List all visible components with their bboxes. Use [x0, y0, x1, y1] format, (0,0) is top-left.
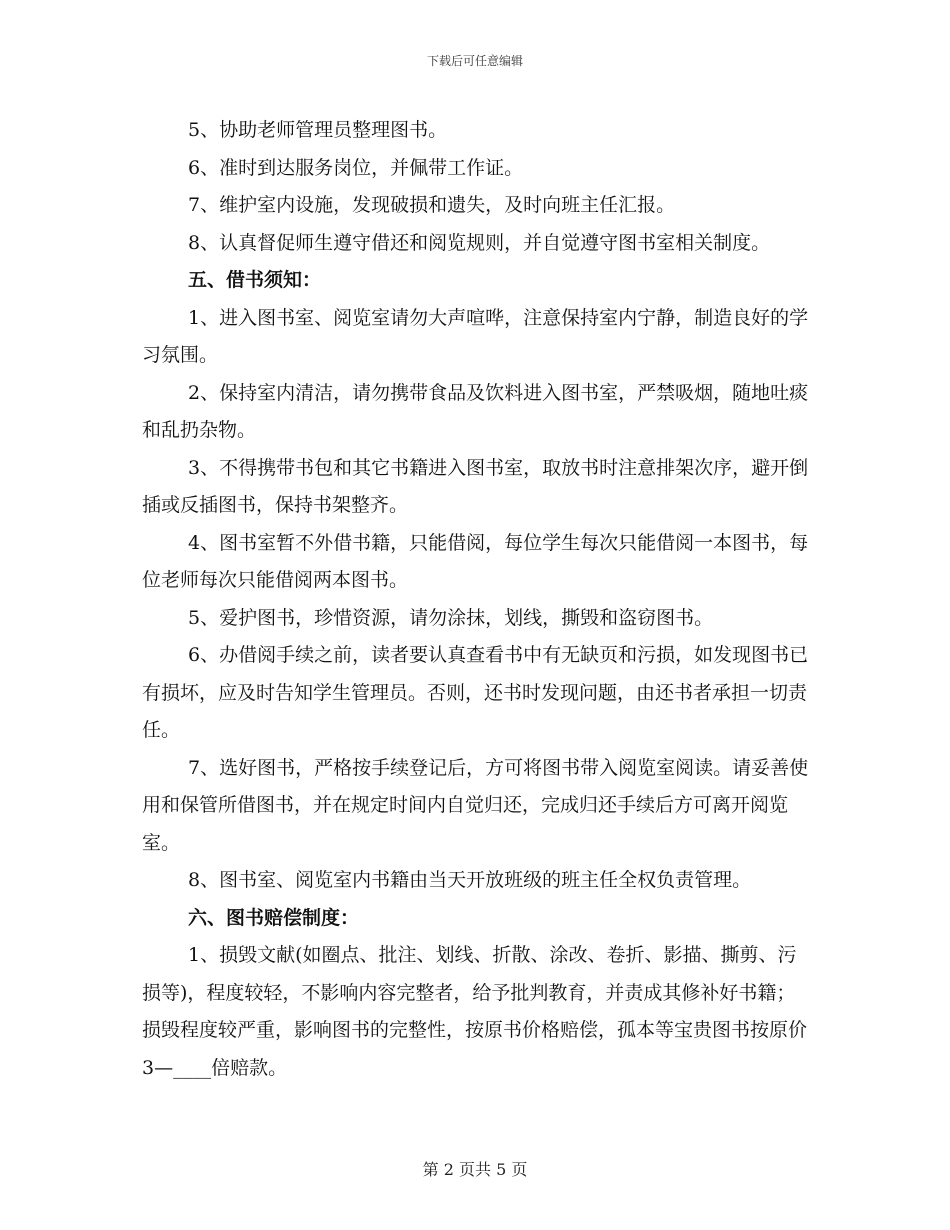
duty-item-7: 7、维护室内设施，发现破损和遗失，及时向班主任汇报。: [188, 194, 676, 216]
borrow-rule-1: 1、进入图书室、阅览室请勿大声喧哗，注意保持室内宁静，制造良好的学习氛围。: [142, 306, 809, 366]
compensation-rule-1: 1、损毁文献(如圈点、批注、划线、折散、涂改、卷折、影描、撕剪、污损等)，程度较轻，不影响内容完整者，给予批判教育，并责成其修补好书籍；损毁程度较严重，影响图书的完整性，按原书价格赔偿，孤本等宝贵图书按原价3—____倍赔款。: [142, 944, 808, 1079]
borrow-rule-5: 5、爱护图书，珍惜资源，请勿涂抹，划线，撕毁和盗窃图书。: [188, 606, 714, 629]
document-body: [142, 112, 812, 1087]
duty-item-6: 6、准时到达服务岗位，并佩带工作证。: [188, 156, 524, 179]
section-heading-borrowing: 五、借书须知：: [188, 269, 322, 291]
borrow-rule-8: 8、图书室、阅览室内书籍由当天开放班级的班主任全权负责管理。: [188, 869, 752, 891]
borrow-rule-3: 3、不得携带书包和其它书籍进入图书室，取放书时注意排架次序，避开倒插或反插图书，保持书架整齐。: [142, 456, 809, 516]
borrow-rule-2: 2、保持室内清洁，请勿携带食品及饮料进入图书室，严禁吸烟，随地吐痰和乱扔杂物。: [142, 381, 809, 441]
section-heading-compensation: 六、图书赔偿制度：: [188, 906, 360, 929]
duty-item-8: 8、认真督促师生遵守借还和阅览规则，并自觉遵守图书室相关制度。: [188, 231, 771, 254]
borrow-rule-6: 6、办借阅手续之前，读者要认真查看书中有无缺页和污损，如发现图书已有损坏，应及时告知学生管理员。否则，还书时发现问题，由还书者承担一切责任。: [142, 644, 809, 741]
duty-item-5: 5、协助老师管理员整理图书。: [188, 119, 448, 141]
page-header: 下载后可任意编辑: [426, 54, 523, 68]
borrow-rule-4: 4、图书室暂不外借书籍，只能借阅，每位学生每次只能借阅一本图书，每位老师每次只能借阅两本图书。: [142, 531, 809, 591]
borrow-rule-7: 7、选好图书，严格按手续登记后，方可将图书带入阅览室阅读。请妥善使用和保管所借图书，并在规定时间内自觉归还，完成归还手续后方可离开阅览室。: [142, 756, 809, 854]
page-footer: 第 2 页共 5 页: [422, 1160, 528, 1179]
